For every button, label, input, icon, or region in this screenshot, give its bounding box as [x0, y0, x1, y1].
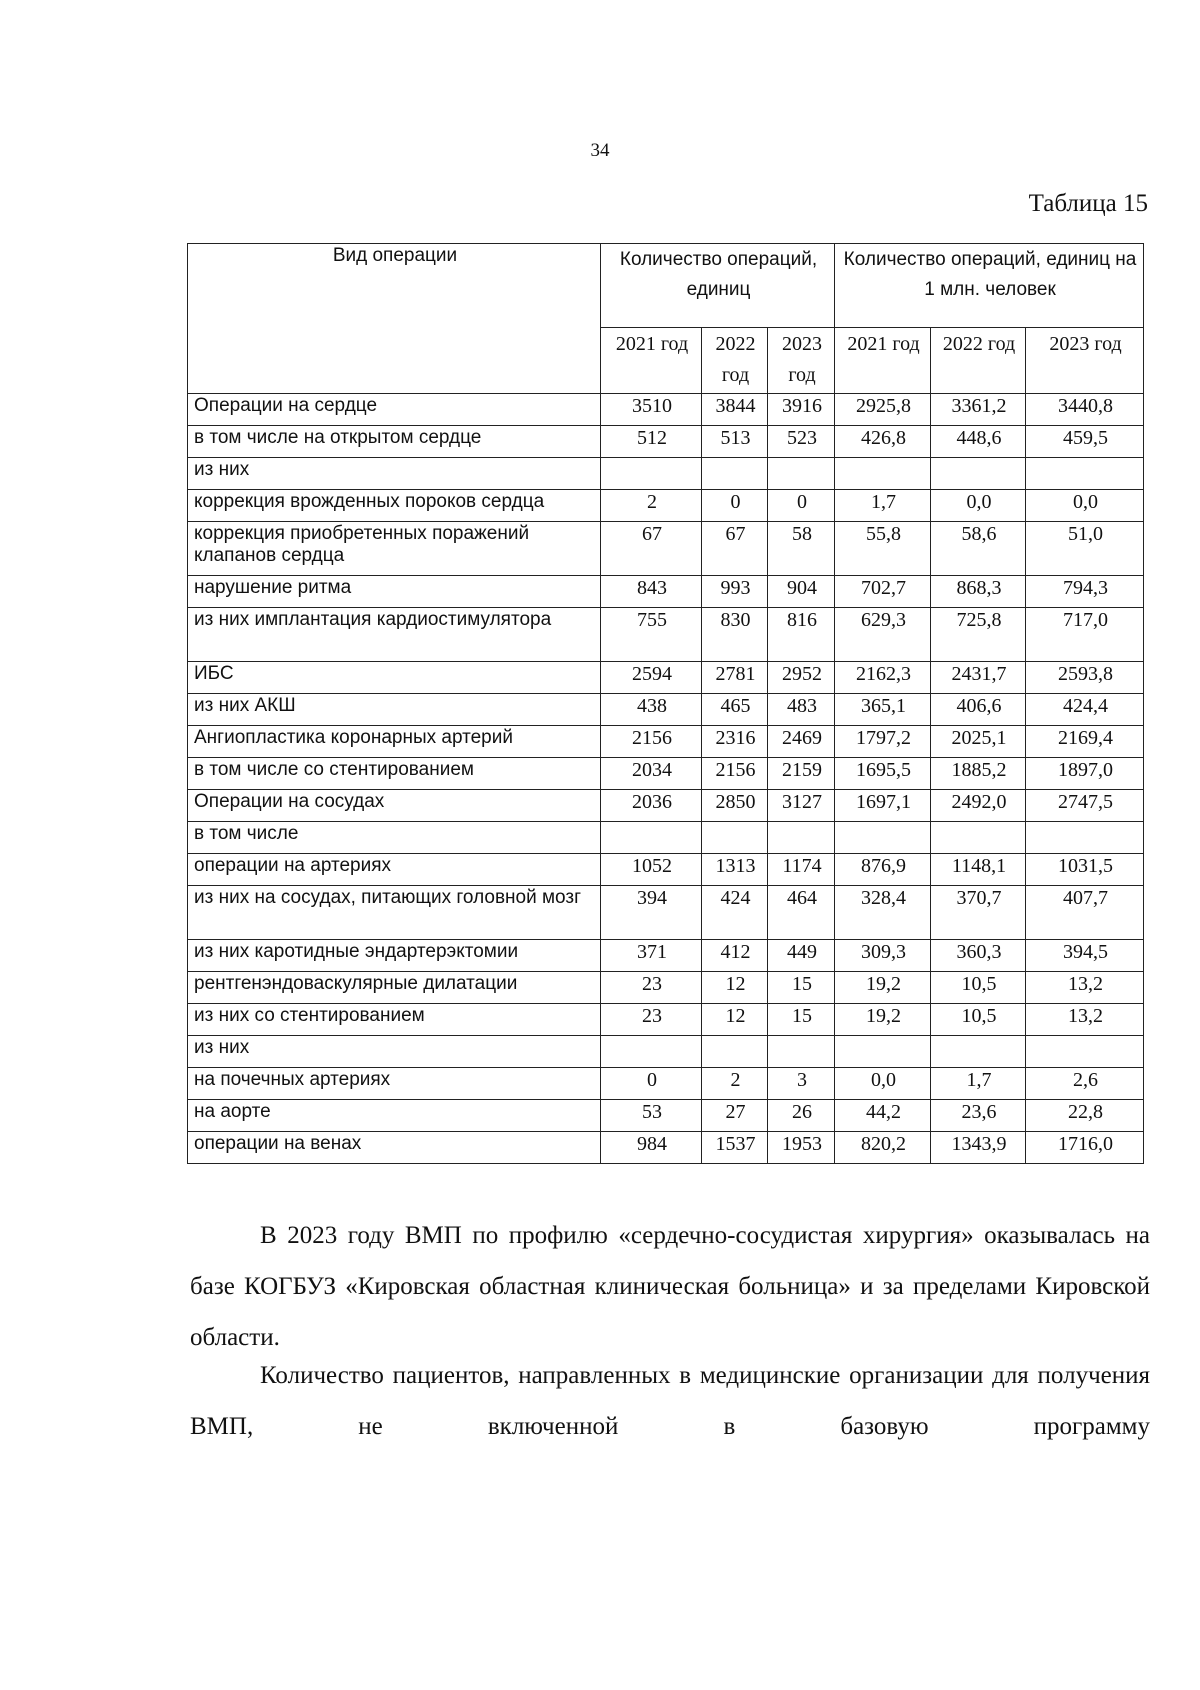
cell-value: 0: [702, 490, 768, 522]
cell-value: 0: [601, 1068, 702, 1100]
table-row: [188, 854, 1144, 886]
cell-value: 51,0: [1026, 522, 1144, 576]
cell-value: 44,2: [835, 1100, 931, 1132]
cell-value: 2593,8: [1026, 662, 1144, 694]
cell-value: [1026, 822, 1144, 854]
cell-value: 58,6: [931, 522, 1026, 576]
cell-value: 717,0: [1026, 608, 1144, 662]
cell-value: 23: [601, 1004, 702, 1036]
row-label: на почечных артериях: [188, 1068, 601, 1100]
table-row: [188, 522, 1144, 576]
cell-value: 3510: [601, 394, 702, 426]
cell-value: 15: [768, 1004, 835, 1036]
cell-value: 19,2: [835, 972, 931, 1004]
cell-value: 2036: [601, 790, 702, 822]
cell-value: [768, 822, 835, 854]
table-row: [188, 662, 1144, 694]
cell-value: 2: [702, 1068, 768, 1100]
cell-value: 1313: [702, 854, 768, 886]
cell-value: 19,2: [835, 1004, 931, 1036]
cell-value: 1885,2: [931, 758, 1026, 790]
cell-value: 0,0: [1026, 490, 1144, 522]
cell-value: 1031,5: [1026, 854, 1144, 886]
cell-value: 1897,0: [1026, 758, 1144, 790]
cell-value: 0,0: [835, 1068, 931, 1100]
row-label: из них: [188, 458, 601, 490]
cell-value: 67: [601, 522, 702, 576]
cell-value: 830: [702, 608, 768, 662]
table-row: [188, 1100, 1144, 1132]
cell-value: [601, 822, 702, 854]
cell-value: 2431,7: [931, 662, 1026, 694]
cell-value: 0: [768, 490, 835, 522]
cell-value: 1,7: [931, 1068, 1026, 1100]
cell-value: 2469: [768, 726, 835, 758]
cell-value: 3916: [768, 394, 835, 426]
row-label: ИБС: [188, 662, 601, 694]
cell-value: 2,6: [1026, 1068, 1144, 1100]
header-operation-type: Вид операции: [188, 244, 601, 394]
cell-value: 1,7: [835, 490, 931, 522]
table-row: [188, 940, 1144, 972]
cell-value: 993: [702, 576, 768, 608]
table-row: [188, 694, 1144, 726]
cell-value: 424,4: [1026, 694, 1144, 726]
row-label: из них со стентированием: [188, 1004, 601, 1036]
page-number: 34: [590, 140, 610, 161]
cell-value: 13,2: [1026, 972, 1144, 1004]
cell-value: 755: [601, 608, 702, 662]
table-row: [188, 576, 1144, 608]
table-row: [188, 972, 1144, 1004]
cell-value: 2492,0: [931, 790, 1026, 822]
table-row: [188, 886, 1144, 940]
operations-table: [187, 243, 1144, 1164]
cell-value: 1716,0: [1026, 1132, 1144, 1164]
header-year: 2023 год: [768, 328, 835, 394]
row-label: из них имплантация кардиостимулятора: [188, 608, 601, 662]
row-label: из них: [188, 1036, 601, 1068]
cell-value: [835, 822, 931, 854]
cell-value: 58: [768, 522, 835, 576]
cell-value: 816: [768, 608, 835, 662]
cell-value: [601, 1036, 702, 1068]
cell-value: 513: [702, 426, 768, 458]
cell-value: 794,3: [1026, 576, 1144, 608]
cell-value: 459,5: [1026, 426, 1144, 458]
cell-value: 1343,9: [931, 1132, 1026, 1164]
cell-value: [702, 1036, 768, 1068]
cell-value: 448,6: [931, 426, 1026, 458]
cell-value: 370,7: [931, 886, 1026, 940]
row-label: Операции на сердце: [188, 394, 601, 426]
cell-value: 984: [601, 1132, 702, 1164]
row-label: нарушение ритма: [188, 576, 601, 608]
cell-value: 53: [601, 1100, 702, 1132]
table-row: [188, 726, 1144, 758]
header-year: 2021 год: [601, 328, 702, 394]
table-row: [188, 790, 1144, 822]
cell-value: 406,6: [931, 694, 1026, 726]
cell-value: 2025,1: [931, 726, 1026, 758]
cell-value: 2850: [702, 790, 768, 822]
cell-value: [835, 458, 931, 490]
cell-value: 371: [601, 940, 702, 972]
cell-value: 868,3: [931, 576, 1026, 608]
cell-value: 1697,1: [835, 790, 931, 822]
table-row: [188, 426, 1144, 458]
header-per-million-group: Количество операций, единиц на 1 млн. человек: [835, 244, 1144, 328]
cell-value: 2952: [768, 662, 835, 694]
cell-value: 820,2: [835, 1132, 931, 1164]
cell-value: 10,5: [931, 972, 1026, 1004]
paragraph: В 2023 году ВМП по профилю «сердечно-сосудистая хирургия» оказывалась на базе КОГБУЗ «Кировская областная клиническая больница» и за пределами Кировской области.: [190, 1222, 1150, 1351]
cell-value: [1026, 1036, 1144, 1068]
cell-value: [768, 1036, 835, 1068]
cell-value: 1797,2: [835, 726, 931, 758]
cell-value: 1052: [601, 854, 702, 886]
cell-value: 12: [702, 1004, 768, 1036]
cell-value: [931, 822, 1026, 854]
cell-value: 309,3: [835, 940, 931, 972]
cell-value: 67: [702, 522, 768, 576]
cell-value: 3361,2: [931, 394, 1026, 426]
row-label: Операции на сосудах: [188, 790, 601, 822]
cell-value: [601, 458, 702, 490]
cell-value: 449: [768, 940, 835, 972]
cell-value: 2034: [601, 758, 702, 790]
cell-value: 3: [768, 1068, 835, 1100]
table-row: [188, 1004, 1144, 1036]
cell-value: 13,2: [1026, 1004, 1144, 1036]
cell-value: [1026, 458, 1144, 490]
table-row: [188, 822, 1144, 854]
paragraph: Количество пациентов, направленных в медицинские организации для получения ВМП, не включенной в базовую программу: [190, 1362, 1150, 1440]
cell-value: 465: [702, 694, 768, 726]
row-label: Ангиопластика коронарных артерий: [188, 726, 601, 758]
cell-value: 2162,3: [835, 662, 931, 694]
cell-value: 365,1: [835, 694, 931, 726]
cell-value: 27: [702, 1100, 768, 1132]
cell-value: 2781: [702, 662, 768, 694]
cell-value: 2156: [601, 726, 702, 758]
cell-value: 1953: [768, 1132, 835, 1164]
header-year: 2022 год: [702, 328, 768, 394]
cell-value: 23,6: [931, 1100, 1026, 1132]
cell-value: 394: [601, 886, 702, 940]
cell-value: 629,3: [835, 608, 931, 662]
cell-value: 523: [768, 426, 835, 458]
cell-value: 438: [601, 694, 702, 726]
cell-value: 412: [702, 940, 768, 972]
cell-value: 3440,8: [1026, 394, 1144, 426]
cell-value: 10,5: [931, 1004, 1026, 1036]
cell-value: 407,7: [1026, 886, 1144, 940]
cell-value: 360,3: [931, 940, 1026, 972]
cell-value: 426,8: [835, 426, 931, 458]
cell-value: 3127: [768, 790, 835, 822]
cell-value: 2747,5: [1026, 790, 1144, 822]
table-row: [188, 758, 1144, 790]
row-label: коррекция врожденных пороков сердца: [188, 490, 601, 522]
cell-value: 12: [702, 972, 768, 1004]
row-label: в том числе на открытом сердце: [188, 426, 601, 458]
table-row: [188, 1068, 1144, 1100]
cell-value: 1695,5: [835, 758, 931, 790]
cell-value: 3844: [702, 394, 768, 426]
cell-value: 22,8: [1026, 1100, 1144, 1132]
cell-value: [931, 1036, 1026, 1068]
row-label: операции на венах: [188, 1132, 601, 1164]
cell-value: 702,7: [835, 576, 931, 608]
row-label: коррекция приобретенных поражений клапанов сердца: [188, 522, 601, 576]
cell-value: 26: [768, 1100, 835, 1132]
row-label: рентгенэндоваскулярные дилатации: [188, 972, 601, 1004]
cell-value: 483: [768, 694, 835, 726]
row-label: из них АКШ: [188, 694, 601, 726]
cell-value: 0,0: [931, 490, 1026, 522]
cell-value: 843: [601, 576, 702, 608]
cell-value: 55,8: [835, 522, 931, 576]
row-label: из них каротидные эндартерэктомии: [188, 940, 601, 972]
row-label: операции на артериях: [188, 854, 601, 886]
cell-value: 2925,8: [835, 394, 931, 426]
header-year: 2023 год: [1026, 328, 1144, 394]
cell-value: 424: [702, 886, 768, 940]
table-row: [188, 458, 1144, 490]
cell-value: 394,5: [1026, 940, 1144, 972]
cell-value: 725,8: [931, 608, 1026, 662]
row-label: в том числе со стентированием: [188, 758, 601, 790]
header-count-group: Количество операций, единиц: [601, 244, 835, 328]
header-year: 2022 год: [931, 328, 1026, 394]
cell-value: 2316: [702, 726, 768, 758]
row-label: на аорте: [188, 1100, 601, 1132]
cell-value: 512: [601, 426, 702, 458]
cell-value: [835, 1036, 931, 1068]
cell-value: 876,9: [835, 854, 931, 886]
cell-value: 904: [768, 576, 835, 608]
table-row: [188, 1036, 1144, 1068]
cell-value: [768, 458, 835, 490]
cell-value: 15: [768, 972, 835, 1004]
cell-value: 1148,1: [931, 854, 1026, 886]
cell-value: 2594: [601, 662, 702, 694]
header-year: 2021 год: [835, 328, 931, 394]
cell-value: 1537: [702, 1132, 768, 1164]
row-label: из них на сосудах, питающих головной мозг: [188, 886, 601, 940]
cell-value: 23: [601, 972, 702, 1004]
table-row: [188, 490, 1144, 522]
table-row: [188, 1132, 1144, 1164]
table-row: [188, 608, 1144, 662]
table-row: [188, 394, 1144, 426]
cell-value: 464: [768, 886, 835, 940]
cell-value: [702, 822, 768, 854]
cell-value: 2: [601, 490, 702, 522]
row-label: в том числе: [188, 822, 601, 854]
cell-value: [702, 458, 768, 490]
cell-value: 2156: [702, 758, 768, 790]
cell-value: 1174: [768, 854, 835, 886]
table-caption: Таблица 15: [1028, 190, 1148, 217]
cell-value: 2159: [768, 758, 835, 790]
cell-value: [931, 458, 1026, 490]
cell-value: 328,4: [835, 886, 931, 940]
cell-value: 2169,4: [1026, 726, 1144, 758]
